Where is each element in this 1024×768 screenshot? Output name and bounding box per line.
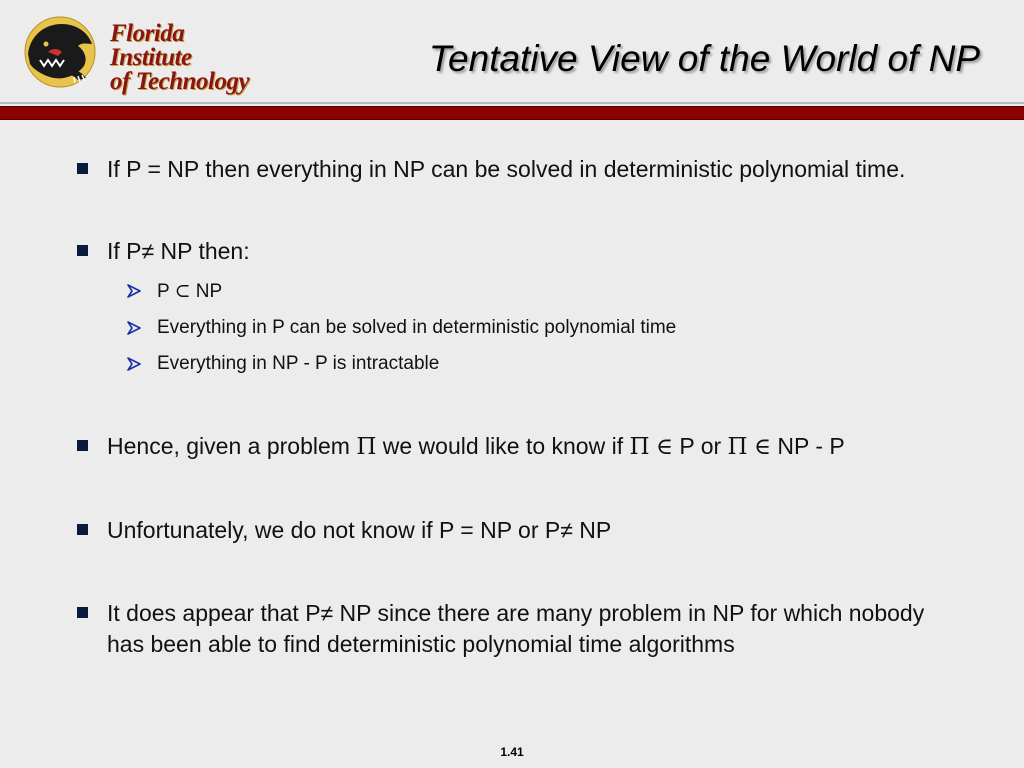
header-divider	[0, 106, 1024, 120]
panther-icon	[18, 14, 110, 90]
square-bullet-icon	[77, 163, 88, 174]
sub-bullet-text: Everything in P can be solved in deterministic polynomial time	[157, 317, 677, 338]
arrow-bullet-icon	[126, 320, 142, 336]
sub-bullet-item	[74, 278, 954, 305]
bullet-item	[74, 598, 954, 660]
sub-bullet-item	[74, 315, 954, 341]
text-part: Hence, given a problem	[107, 433, 357, 459]
square-bullet-icon	[77, 524, 88, 535]
text-part: we would like to know if	[376, 433, 630, 459]
page-number: 1.41	[500, 745, 524, 759]
logo-line-1: Florida Institute	[110, 20, 192, 71]
arrow-bullet-icon	[126, 356, 142, 372]
bullet-item	[74, 515, 954, 546]
square-bullet-icon	[77, 440, 88, 451]
pi-symbol: Π	[727, 434, 748, 460]
logo-line-2: of Technology	[110, 68, 250, 95]
subset-symbol: ⊂	[174, 280, 191, 302]
sub-text-post: NP	[190, 281, 223, 302]
sub-bullet-text: Everything in NP - P is intractable	[157, 353, 440, 374]
institution-logo	[18, 14, 258, 95]
slide-title: Tentative View of the World of NP	[428, 38, 980, 79]
slide-content	[74, 154, 954, 660]
square-bullet-icon	[77, 245, 88, 256]
element-of-symbol: ∈	[753, 434, 772, 460]
pi-symbol: Π	[629, 434, 650, 460]
bullet-text	[107, 433, 845, 459]
bullet-text: It does appear that P≠ NP since there are many problem in NP for which nobody has been able to find deterministic polynomial time algorithms	[107, 600, 925, 657]
text-part: P or	[672, 433, 728, 459]
logo-wordmark	[110, 22, 258, 94]
arrow-bullet-icon	[126, 283, 142, 299]
square-bullet-icon	[77, 607, 88, 618]
bullet-text: Unfortunately, we do not know if P = NP or P≠ NP	[107, 517, 612, 543]
sub-bullet-item	[74, 351, 954, 377]
bullet-item	[74, 236, 954, 267]
pi-symbol: Π	[356, 434, 377, 460]
bullet-item	[74, 431, 954, 463]
bullet-item	[74, 154, 954, 185]
bullet-text: If P≠ NP then:	[107, 238, 250, 264]
bullet-text: If P = NP then everything in NP can be solved in deterministic polynomial time.	[107, 156, 906, 182]
text-part: NP - P	[771, 433, 845, 459]
header-divider-shadow	[0, 102, 1024, 104]
element-of-symbol: ∈	[655, 434, 673, 460]
sub-text-pre: P	[157, 281, 175, 302]
sub-bullet-text	[157, 281, 222, 302]
